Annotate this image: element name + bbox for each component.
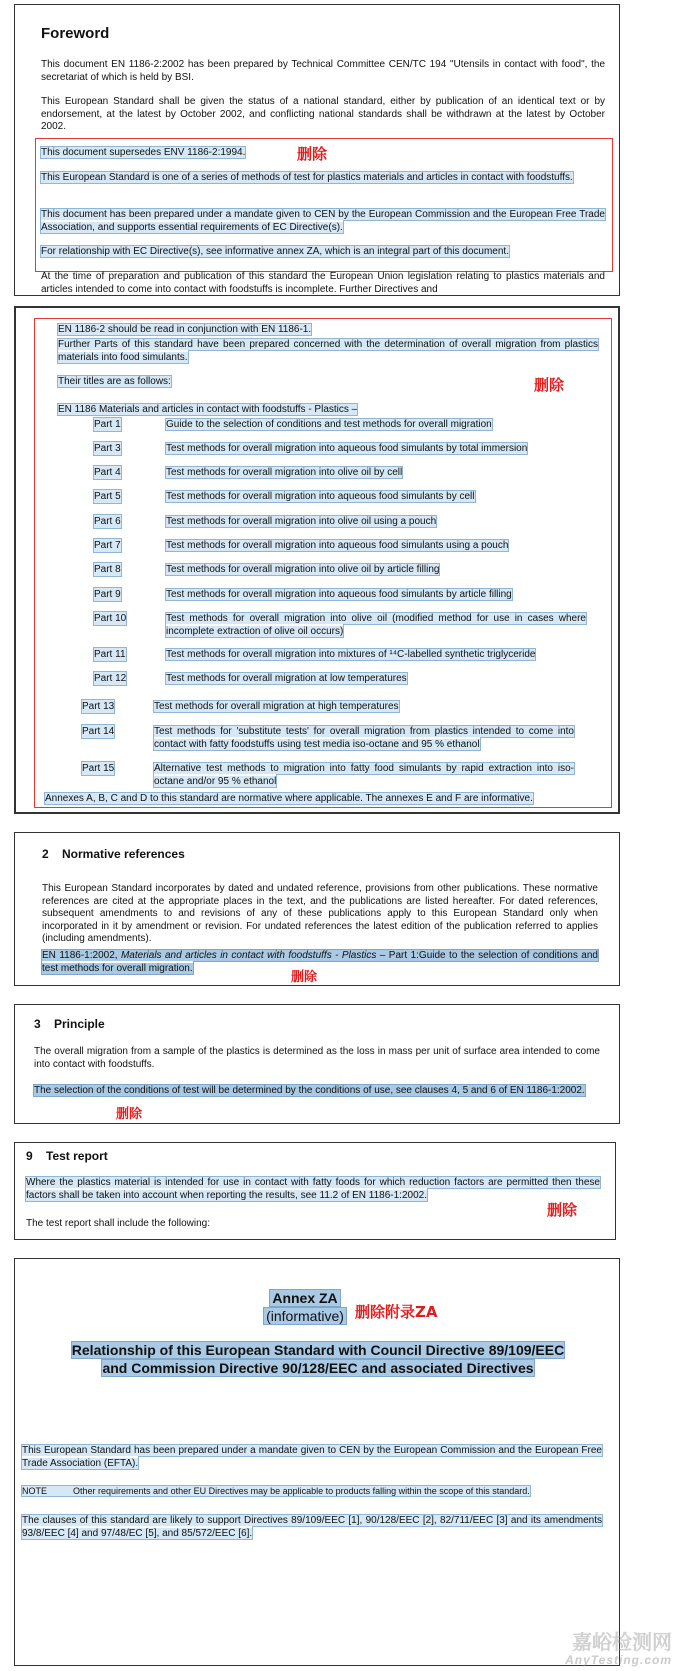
part-title-wrap [166,588,512,601]
part-title: Guide to the selection of conditions and test methods for overall migration [166,419,492,430]
watermark-cn: 嘉峪检测网 [572,1630,672,1654]
part-row [94,612,594,640]
normative-heading: 2 Normative references [42,847,185,861]
part-number: Part 13 [82,701,115,712]
part-number: Part 10 [94,613,127,624]
highlight: Relationship of this European Standard with Council Directive 89/109/EEC [71,1342,565,1358]
normative-para1: This European Standard incorporates by dated and undated reference, provisions from other publications. These normative references are cited at the appropriate places in the text, and the publications are listed hereafter. For dated references, subsequent amendments to and revisions of any of these publications apply to this European Standard only when incorporated in it by amendment or revision. For undated references the latest edition of the publication referred to applies (including amendments). [42,883,598,944]
test-report-panel [14,1142,616,1240]
part-row [82,762,592,790]
highlight [42,950,598,974]
highlight: (informative) [266,1308,344,1324]
highlight: The clauses of this standard are likely to support Directives 89/109/EEC [1], 90/128/EEC [2], 82/711/EEC [3] and its amendments 93/8/EEC [4] and 97/48/EC [5], and 85/572/EEC [6]. [22,1515,602,1539]
principle-heading: 3 Principle [34,1017,105,1031]
ref-prefix: EN 1186-1:2002, [42,950,121,961]
part-title-wrap [154,762,574,788]
part-title-wrap [166,490,475,503]
part-title-wrap [154,700,399,713]
annex-title [255,1289,355,1307]
foreword-panel [14,4,620,296]
part-title-wrap [166,442,527,455]
part-title-wrap [166,612,586,638]
foreword-para6 [41,246,605,259]
note-label: NOTE [22,1486,48,1496]
part-number: Part 14 [82,726,115,737]
part-title: Test methods for 'substitute tests' for overall migration from plastics intended to come into contact with fatty foodstuffs using test media iso-octane and 95 % ethanol [154,726,574,750]
part-title-wrap [166,563,439,576]
part-row [94,588,594,602]
delete-mark: 删除附录ZA [355,1303,438,1321]
part-title: Test methods for overall migration into aqueous food simulants by cell [166,491,475,502]
part-row [94,672,594,686]
part-number: Part 15 [82,763,115,774]
annex-para1 [22,1445,602,1470]
part-title-wrap [166,672,407,685]
parts-line3 [58,376,598,389]
normative-ref [42,950,598,975]
watermark [565,1631,672,1667]
part-number: Part 3 [94,443,121,454]
part-number: Part 8 [94,564,121,575]
annex-subtitle [255,1307,355,1325]
highlight: This European Standard has been prepared under a mandate given to CEN by the European Commission and the European Free Trade Association (EFTA). [22,1445,602,1469]
delete-mark: 删除 [534,376,565,394]
principle-para2 [34,1085,600,1098]
delete-mark: 删除 [297,145,328,163]
highlight: EN 1186-2 should be read in conjunction with EN 1186-1. [58,324,312,335]
part-number: Part 6 [94,516,121,527]
normative-panel [14,832,620,986]
highlight: The selection of the conditions of test will be determined by the conditions of use, see clauses 4, 5 and 6 of EN 1186-1:2002. [34,1085,585,1096]
ref-title: Materials and articles in contact with foodstuffs - Plastics [120,950,377,961]
part-title: Test methods for overall migration into olive oil by cell [166,467,403,478]
part-title-wrap [154,725,574,751]
highlight: and Commission Directive 90/128/EEC and associated Directives [102,1360,534,1376]
foreword-para7: At the time of preparation and publication of this standard the European Union legislation relating to plastics materials and articles intended to come into contact with foodstuffs is incomplete. Further Directives and [41,271,605,295]
part-row [94,539,594,553]
delete-mark: 删除 [547,1201,578,1219]
part-row [94,442,594,456]
part-number: Part 9 [94,589,121,600]
test-report-para2: The test report shall include the following: [26,1218,210,1229]
parts-line4 [58,404,598,417]
parts-panel [14,306,620,814]
part-number: Part 1 [94,419,121,430]
part-row [94,490,594,504]
foreword-para4 [41,172,605,185]
part-title: Test methods for overall migration into aqueous food simulants by total immersion [166,443,528,454]
part-number: Part 12 [94,673,127,684]
highlight: EN 1186 Materials and articles in contact with foodstuffs - Plastics – [58,404,358,415]
part-title-wrap [166,466,402,479]
part-number: Part 11 [94,649,126,660]
part-row [94,648,594,662]
annex-heading [25,1341,611,1377]
highlight: This document supersedes ENV 1186-2:1994. [41,147,246,158]
parts-line1 [58,324,598,337]
watermark-en: AnyTesting.com [565,1653,672,1667]
highlight [22,1486,530,1496]
part-title: Test methods for overall migration into olive oil by article filling [166,564,440,575]
highlight: Annexes A, B, C and D to this standard are normative where applicable. The annexes E and F are informative. [45,793,533,804]
part-title-wrap [166,539,508,552]
highlight: This European Standard is one of a series of methods of test for plastics materials and articles in contact with foodstuffs. [41,172,573,183]
annex-title-block [255,1289,355,1325]
highlight: Where the plastics material is intended for use in contact with fatty foods for which reduction factors are permitted then these factors shall be taken into account when reporting the results, see 11.2 of EN 1186-1:2002. [26,1177,600,1201]
parts-line2 [58,339,598,364]
annex-heading-line1 [25,1341,611,1359]
part-title: Test methods for overall migration into olive oil (modified method for use in cases where incomplete extraction of olive oil occurs) [166,613,586,637]
parts-annexes [45,793,605,806]
part-row [94,563,594,577]
part-title-wrap [166,418,492,431]
part-title: Test methods for overall migration into aqueous food simulants by article filling [166,589,512,600]
annex-para2 [22,1515,602,1540]
part-row [94,466,594,480]
part-number: Part 5 [94,491,121,502]
annex-panel [14,1258,620,1666]
delete-mark: 删除 [291,970,318,985]
foreword-para2: This European Standard shall be given the status of a national standard, either by publication of an identical text or by endorsement, at the latest by October 2002, and conflicting national standards shall be withdrawn at the latest by October 2002. [41,96,605,132]
part-row [82,725,592,753]
foreword-heading: Foreword [41,25,110,42]
part-title-wrap [166,648,535,661]
part-number: Part 7 [94,540,121,551]
principle-para1: The overall migration from a sample of the plastics is determined as the loss in mass per unit of surface area intended to come into contact with foodstuffs. [34,1046,600,1070]
highlight: For relationship with EC Directive(s), see informative annex ZA, which is an integral part of this document. [41,246,509,257]
part-title: Test methods for overall migration at low temperatures [166,673,407,684]
highlight: Annex ZA [272,1290,338,1306]
part-title: Test methods for overall migration at high temperatures [154,701,399,712]
part-title: Test methods for overall migration into olive oil using a pouch [166,516,437,527]
part-row [94,515,594,529]
part-row [82,700,592,714]
principle-panel [14,1004,620,1124]
part-title: Test methods for overall migration into mixtures of ¹⁴C-labelled synthetic triglyceride [166,649,536,660]
highlight: Their titles are as follows: [58,376,171,387]
foreword-para5 [41,209,605,234]
annex-note [22,1485,602,1498]
part-row [94,418,594,432]
highlight: Further Parts of this standard have been prepared concerned with the determination of overall migration from plastics materials into food simulants. [58,339,598,363]
foreword-para1: This document EN 1186-2:2002 has been prepared by Technical Committee CEN/TC 194 "Utensils in contact with food", the secretariat of which is held by BSI. [41,59,605,83]
part-title: Test methods for overall migration into aqueous food simulants using a pouch [166,540,509,551]
test-report-heading: 9 Test report [26,1149,108,1163]
highlight: This document has been prepared under a mandate given to CEN by the European Commission and the European Free Trade Association, and supports essential requirements of EC Directive(s). [41,209,605,233]
part-title-wrap [166,515,436,528]
ref-rest: – Part 1:Guide to the selection of conditions and test methods for overall migration. [42,950,598,974]
part-title: Alternative test methods to migration into fatty food simulants by rapid extraction into iso-octane and/or 95 % ethanol [154,763,574,787]
delete-mark: 删除 [116,1107,143,1122]
part-number: Part 4 [94,467,121,478]
note-text: Other requirements and other EU Directives may be applicable to products falling within the scope of this standard. [73,1486,530,1496]
test-report-para1 [26,1177,600,1202]
annex-heading-line2 [25,1359,611,1377]
